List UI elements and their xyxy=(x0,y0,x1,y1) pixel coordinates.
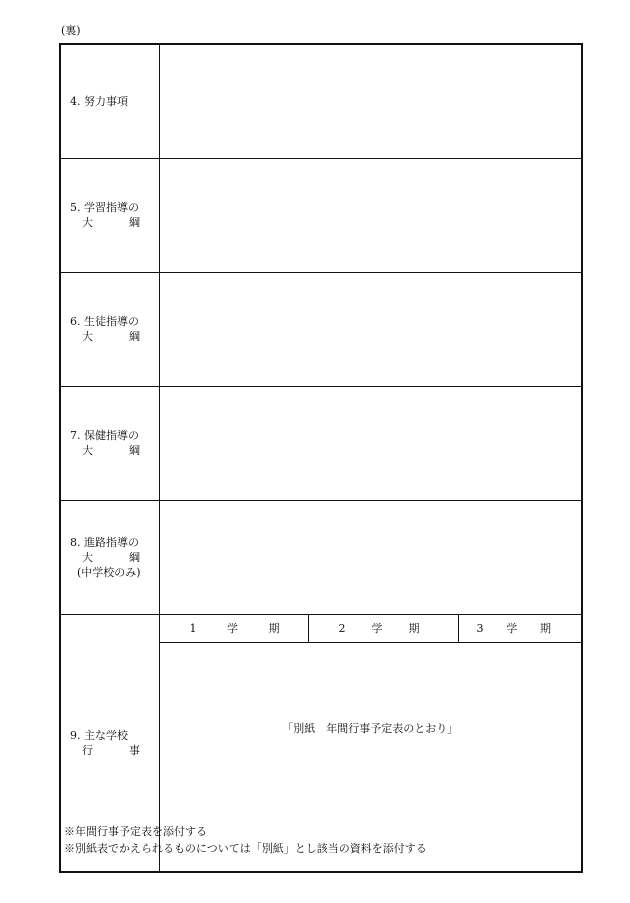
school-plan-form xyxy=(59,43,583,873)
semester-header-1 xyxy=(159,614,308,642)
row-subtitle-b: 綱 xyxy=(129,444,140,457)
row-number: 4. xyxy=(70,94,81,108)
row-title: 主な学校 xyxy=(84,728,128,742)
row-note: (中学校のみ) xyxy=(77,565,141,579)
semester-char-a: 学 xyxy=(506,622,518,635)
row-school-events-header xyxy=(60,614,582,642)
semester-char-b: 期 xyxy=(268,622,280,635)
row-health-guidance xyxy=(60,386,582,500)
footnote-2: ※別紙表でかえられるものについては「別紙」とし該当の資料を添付する xyxy=(64,842,427,855)
semester-header-3 xyxy=(458,614,582,642)
row-label xyxy=(60,272,159,386)
entry-cell-study[interactable] xyxy=(159,158,582,272)
footnote-1: ※年間行事予定表を添付する xyxy=(64,825,207,838)
row-number: 8. xyxy=(70,535,81,549)
entry-cell-effort[interactable] xyxy=(159,44,582,158)
row-title: 進路指導の xyxy=(84,535,139,549)
row-effort-items xyxy=(60,44,582,158)
row-title: 保健指導の xyxy=(84,429,139,442)
semester-number: 2 xyxy=(338,621,346,635)
semester-number: 3 xyxy=(476,621,484,635)
row-title: 努力事項 xyxy=(84,94,128,108)
row-subtitle-a: 大 xyxy=(82,330,93,343)
row-label xyxy=(60,500,159,614)
row-study-guidance xyxy=(60,158,582,272)
row-subtitle-a: 大 xyxy=(82,444,93,457)
entry-cell-health[interactable] xyxy=(159,386,582,500)
row-subtitle-b: 綱 xyxy=(129,330,140,343)
row-subtitle-a: 大 xyxy=(82,216,93,229)
row-subtitle-a: 大 xyxy=(82,550,93,564)
row-number: 7. xyxy=(70,429,81,442)
row-label xyxy=(60,44,159,158)
page-side-label: (裏) xyxy=(61,24,81,37)
row-label xyxy=(60,158,159,272)
footnotes xyxy=(64,823,427,857)
row-subtitle-b: 事 xyxy=(129,743,140,757)
semester-number: 1 xyxy=(189,621,197,635)
semester-char-b: 期 xyxy=(540,622,551,635)
entry-cell-student[interactable] xyxy=(159,272,582,386)
row-number: 5. xyxy=(70,201,81,214)
row-career-guidance xyxy=(60,500,582,614)
row-label xyxy=(60,386,159,500)
row-title: 学習指導の xyxy=(84,201,139,214)
semester-char-a: 学 xyxy=(227,622,238,635)
row-subtitle-b: 綱 xyxy=(129,550,140,564)
row-student-guidance xyxy=(60,272,582,386)
semester-header-2 xyxy=(308,614,458,642)
row-number: 6. xyxy=(70,315,81,328)
row-title: 生徒指導の xyxy=(84,315,139,328)
semester-char-b: 期 xyxy=(408,622,420,635)
semester-char-a: 学 xyxy=(371,622,383,635)
row-number: 9. xyxy=(70,728,81,742)
row-subtitle-a: 行 xyxy=(82,743,93,757)
entry-cell-career[interactable] xyxy=(159,500,582,614)
events-reference-text: 「別紙 年間行事予定表のとおり」 xyxy=(282,721,459,735)
row-subtitle-b: 綱 xyxy=(129,216,140,229)
